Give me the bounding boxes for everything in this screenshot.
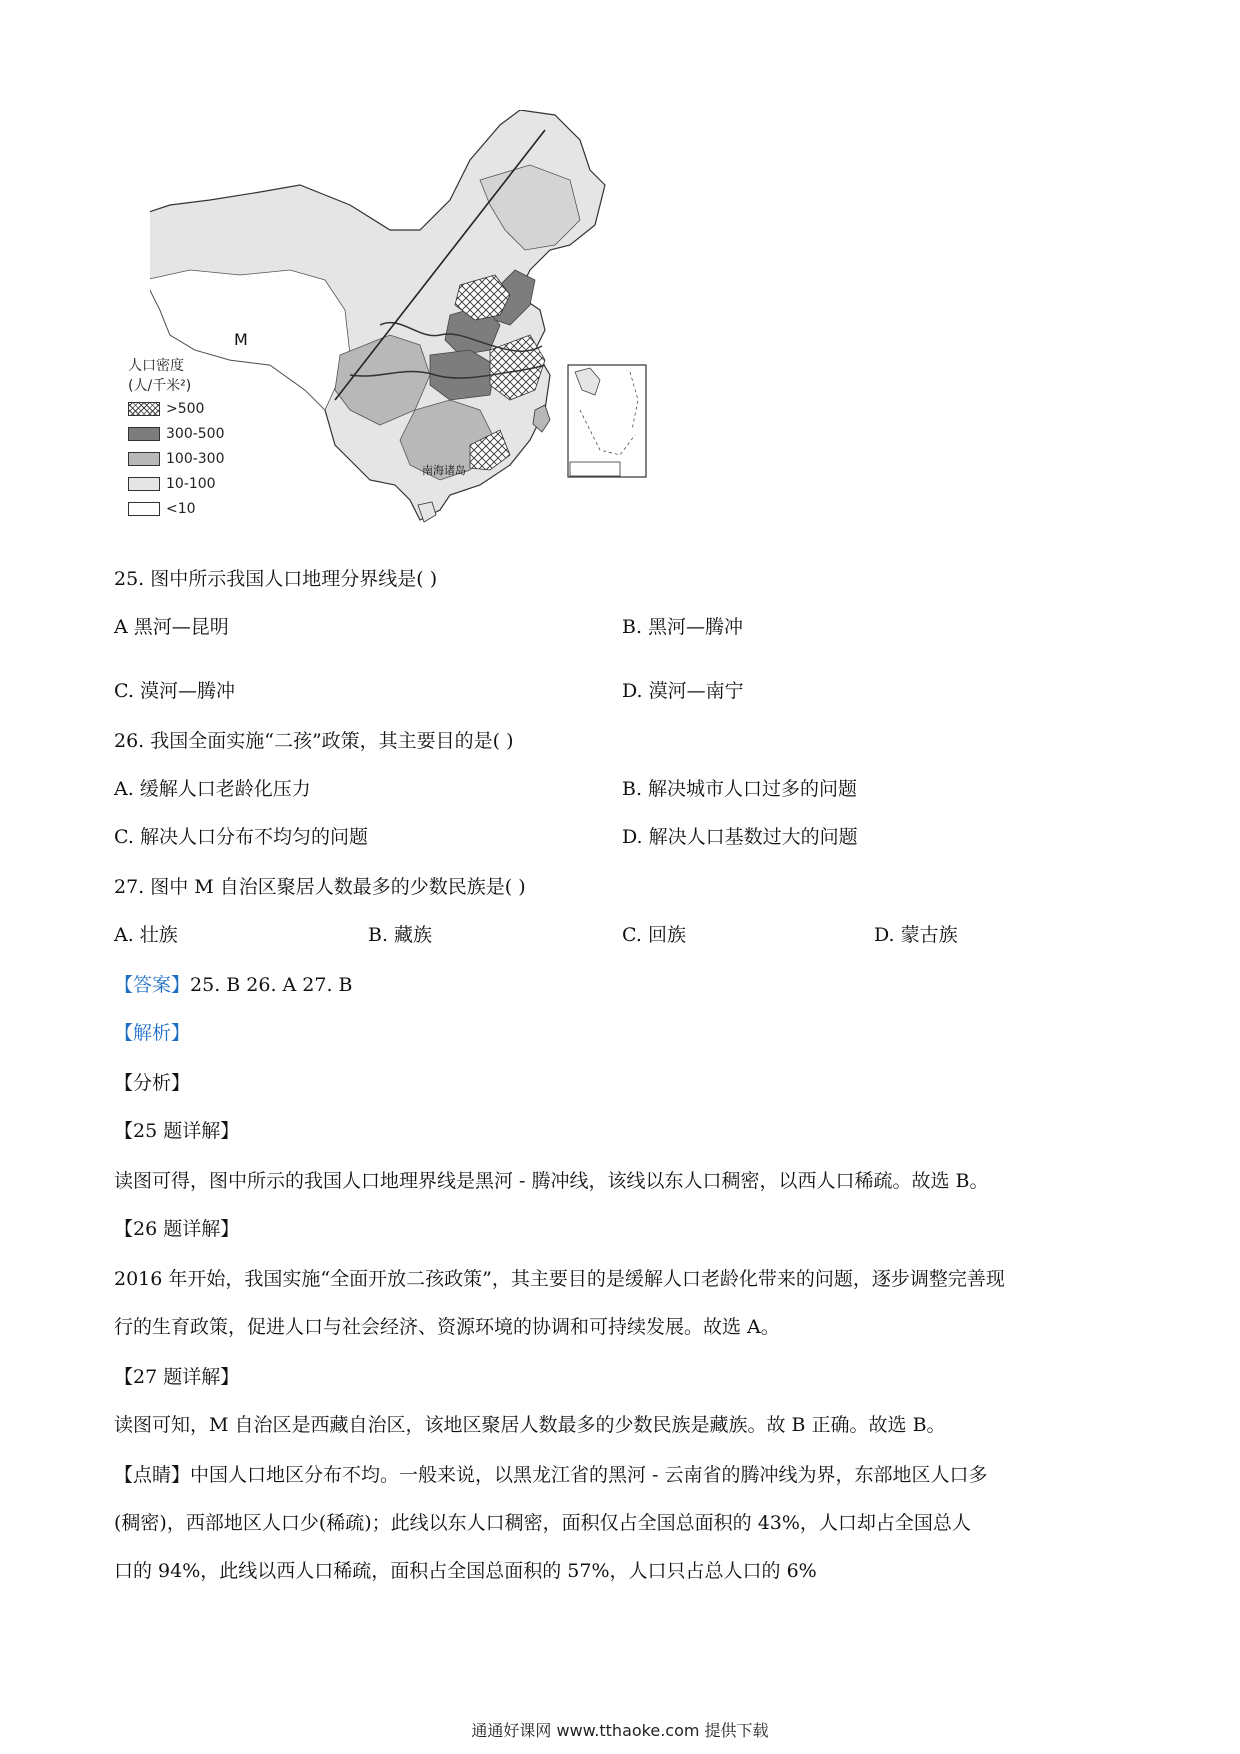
fenxi-heading: 【分析】 xyxy=(114,1072,191,1094)
d26-title: 【26 题详解】 xyxy=(114,1218,240,1240)
legend-row xyxy=(128,446,225,471)
q26-option-a: A. 缓解人口老龄化压力 xyxy=(114,778,311,800)
dianjing-line1: 【点睛】中国人口地区分布不均。一般来说，以黑龙江省的黑河 - 云南省的腾冲线为界，东部地区人口多 xyxy=(114,1464,988,1486)
legend-row xyxy=(128,396,225,421)
d25-title: 【25 题详解】 xyxy=(114,1120,240,1142)
page-footer: 通通好课网 www.tthaoke.com 提供下载 xyxy=(471,1721,769,1740)
legend-label: 10-100 xyxy=(166,475,216,492)
medium-swatch-icon xyxy=(128,452,160,466)
q25-option-d: D. 漠河—南宁 xyxy=(622,680,744,702)
q27-option-b: B. 藏族 xyxy=(368,924,433,946)
q25-option-b: B. 黑河—腾冲 xyxy=(622,616,744,638)
answer-tag: 【答案】 xyxy=(114,974,191,996)
legend-label: 100-300 xyxy=(166,450,225,467)
d27-text: 读图可知，M 自治区是西藏自治区，该地区聚居人数最多的少数民族是藏族。故 B 正确。故选 B。 xyxy=(114,1414,946,1436)
analysis-tag: 【解析】 xyxy=(114,1022,191,1044)
legend-row xyxy=(128,496,225,521)
map-label-m: M xyxy=(234,330,248,349)
dark-swatch-icon xyxy=(128,427,160,441)
q27-option-c: C. 回族 xyxy=(622,924,686,946)
legend-row xyxy=(128,471,225,496)
q26-option-c: C. 解决人口分布不均匀的问题 xyxy=(114,826,368,848)
q26-option-d: D. 解决人口基数过大的问题 xyxy=(622,826,858,848)
dianjing-line2: (稠密)，西部地区人口少(稀疏)；此线以东人口稠密，面积仅占全国总面积的 43%，人口却占全国总人 xyxy=(114,1512,971,1534)
map-legend xyxy=(128,356,225,521)
legend-title: 人口密度 xyxy=(128,358,184,374)
q27-option-d: D. 蒙古族 xyxy=(874,924,958,946)
q25-option-c: C. 漠河—腾冲 xyxy=(114,680,235,702)
legend-row xyxy=(128,421,225,446)
d26-line1: 2016 年开始，我国实施“全面开放二孩政策”，其主要目的是缓解人口老龄化带来的问题，逐步调整完善现 xyxy=(114,1268,1005,1290)
answer-line xyxy=(114,970,353,997)
legend-label: >500 xyxy=(166,400,205,417)
legend-label: 300-500 xyxy=(166,425,225,442)
d26-line2: 行的生育政策，促进人口与社会经济、资源环境的协调和可持续发展。故选 A。 xyxy=(114,1316,780,1338)
legend-unit: (人/千米²) xyxy=(128,378,192,394)
population-density-map xyxy=(150,110,730,540)
hatch-swatch-icon xyxy=(128,402,160,416)
d27-title: 【27 题详解】 xyxy=(114,1366,240,1388)
answer-text: 25. B 26. A 27. B xyxy=(190,974,353,996)
white-swatch-icon xyxy=(128,502,160,516)
d25-text: 读图可得，图中所示的我国人口地理界线是黑河 - 腾冲线，该线以东人口稠密，以西人口稀疏。故选 B。 xyxy=(114,1170,989,1192)
q25-stem: 25. 图中所示我国人口地理分界线是( ) xyxy=(114,568,438,590)
q26-stem: 26. 我国全面实施“二孩”政策，其主要目的是( ) xyxy=(114,730,514,752)
q27-option-a: A. 壮族 xyxy=(114,924,178,946)
q26-option-b: B. 解决城市人口过多的问题 xyxy=(622,778,858,800)
light-swatch-icon xyxy=(128,477,160,491)
q27-stem: 27. 图中 M 自治区聚居人数最多的少数民族是( ) xyxy=(114,876,526,898)
dianjing-line3: 口的 94%，此线以西人口稀疏，面积占全国总面积的 57%，人口只占总人口的 6% xyxy=(114,1560,817,1582)
inset-label: 南海诸岛 xyxy=(422,464,466,477)
legend-label: <10 xyxy=(166,500,196,517)
q25-option-a: A 黑河—昆明 xyxy=(114,616,229,638)
